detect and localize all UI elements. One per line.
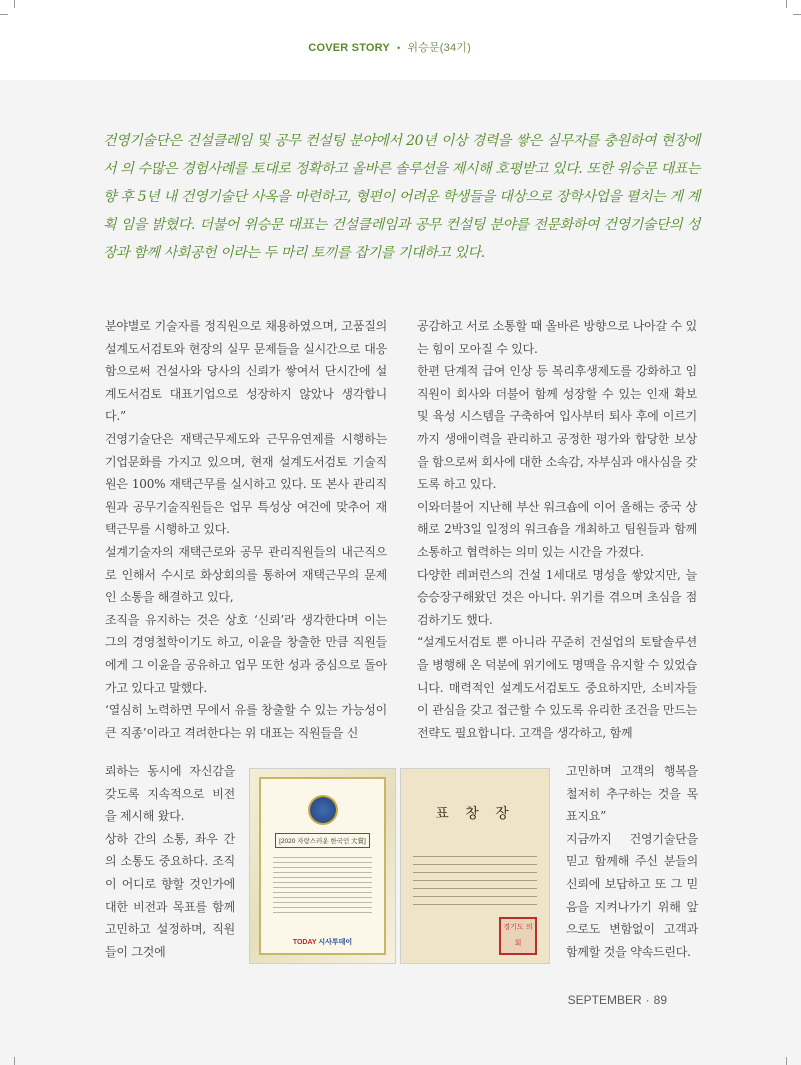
- issue-month: SEPTEMBER: [567, 993, 642, 1007]
- crop-mark: [786, 1057, 787, 1065]
- lead-paragraph: 건영기술단은 건설클레임 및 공무 컨설팅 분야에서 20년 이상 경력을 쌓은 실무자를 충원하여 현장에서 의 수많은 경험사례를 토대로 정확하고 올바른 솔루션을 제시해 호평받고 있다. 또한 위승문 대표는 향 후 5년 내 건영기술단 사옥을 마련하고, 형편이 어려운 학생들을 대상으로 장학사업을 펼치는 게 계획 임을 밝혔다. 더불어 위승문 대표는 건설클레임과 공무 컨설팅 분야를 전문화하여 건영기술단의 성장과 함께 사회공헌 이라는 두 마리 토끼를 잡기를 기대하고 있다.: [103, 133, 700, 261]
- paragraph: 한편 단계적 급여 인상 등 복리후생제도를 강화하고 임직원이 회사와 더불어 함께 성장할 수 있는 인재 확보 및 육성 시스템을 구축하여 입사부터 퇴사 후에 이르기까지 생애이력을 관리하고 공정한 평가와 합당한 보상을 함으로써 회사에 대한 소속감, 자부심과 애사심을 갖도록 하고 있다.: [417, 364, 697, 492]
- crop-mark: [786, 0, 787, 8]
- paragraph: 분야별로 기술자를 정직원으로 채용하였으며, 고품질의 설계도서검토와 현장의 실무 문제들을 실시간으로 대응함으로써 건설사와 당사의 신뢰가 쌓여서 단시간에 설계도서검토 대표기업으로 성장하지 않았나 생각합니다.”: [105, 319, 387, 424]
- paragraph: 건영기술단은 재택근무제도와 근무유연제를 시행하는 기업문화를 가지고 있으며, 현재 설계도서검토 기술직원은 100% 재택근무를 실시하고 있다. 또 본사 관리직원과 공무기술직원들은 업무 특성상 여건에 맞추어 재택근무를 시행하고 있다.: [105, 431, 387, 537]
- paragraph: 이와더불어 지난해 부산 워크숍에 이어 올해는 중국 상해로 2박3일 일정의 워크숍을 개최하고 팀원들과 함께 소통하고 협력하는 의미 있는 시간을 가졌다.: [417, 499, 697, 559]
- paragraph: ‘열심히 노력하면 무에서 유를 창출할 수 있는 가능성이 큰 직종’이라고 격려한다는 위 대표는 직원들을 신: [105, 703, 387, 740]
- crop-mark: [14, 1057, 15, 1065]
- separator: ·: [645, 993, 650, 1007]
- paragraph: 설계기술자의 재택근로와 공무 관리직원들의 내근직으로 인해서 수시로 화상회의를 통하여 재택근무의 문제인 소통을 해결하고 있다,: [105, 544, 387, 605]
- commendation-certificate-photo: [400, 768, 550, 964]
- paragraph: 공감하고 서로 소통할 때 올바른 방향으로 나아갈 수 있는 힘이 모아질 수 있다.: [417, 319, 697, 356]
- paragraph: 뢰하는 동시에 자신감을 갖도록 지속적으로 비전을 제시해 왔다.: [105, 764, 235, 824]
- award-certificate-photo: [249, 768, 396, 964]
- emblem-icon: [308, 795, 338, 825]
- section-subject: 위승문(34기): [407, 42, 471, 54]
- page-number: 89: [653, 993, 667, 1007]
- paragraph: 조직을 유지하는 것은 상호 ‘신뢰’라 생각한다며 이는 그의 경영철학이기도 하고, 이윤을 창출한 만큼 직원들에게 그 이윤을 공유하고 업무 또한 성과 중심으로 돌아가고 있다고 말했다.: [105, 612, 387, 695]
- official-seal-icon: 경기도 의회: [499, 917, 537, 955]
- certificate-title: [2020 자랑스러운 한국인 大賞]: [275, 833, 370, 848]
- paragraph: 다양한 레퍼런스의 건설 1세대로 명성을 쌓았지만, 늘 승승장구해왔던 것은 아니다. 위기를 겪으며 초심을 점검하기도 했다.: [417, 567, 697, 627]
- paragraph: 고민하며 고객의 행복을 철저히 추구하는 것을 목표지요”: [566, 764, 698, 824]
- crop-mark: [14, 0, 15, 8]
- right-column-continued: [566, 760, 698, 963]
- bullet-icon: •: [396, 43, 401, 53]
- crop-mark: [793, 14, 801, 15]
- commendation-text-lines: [413, 849, 537, 907]
- paragraph: 지금까지 건영기술단을 믿고 함께해 주신 분들의 신뢰에 보답하고 또 그 믿음을 지켜나가기 위해 앞으로도 변함없이 고객과 함께할 것을 약속드린다.: [566, 831, 698, 959]
- certificate-frame: [259, 777, 386, 955]
- commendation-title: 표 창 장: [435, 806, 515, 822]
- certificate-text-lines: [273, 853, 372, 915]
- section-title: COVER STORY: [308, 42, 390, 54]
- left-column: [105, 315, 387, 744]
- crop-mark: [0, 14, 8, 15]
- paragraph: “설계도서검토 뿐 아니라 꾸준히 건설업의 토탈솔루션을 병행해 온 덕분에 위기에도 명맥을 유지할 수 있었습니다. 매력적인 설계도서검토도 중요하지만, 소비자들이 관심을 갖고 접근할 수 있도록 유리한 조건을 만드는 전략도 필요합니다. 고객을 생각하고, 함께: [417, 635, 697, 740]
- left-column-continued: [105, 760, 235, 963]
- paragraph: 상하 간의 소통, 좌우 간의 소통도 중요하다. 조직이 어디로 향할 것인가에 대한 비전과 목표를 함께 고민하고 설정하며, 직원들이 그것에: [105, 831, 235, 959]
- right-column: [417, 315, 697, 744]
- page-footer: [568, 993, 667, 1007]
- publisher-logo: TODAY 시사투데이: [292, 939, 353, 946]
- section-header: [308, 39, 471, 55]
